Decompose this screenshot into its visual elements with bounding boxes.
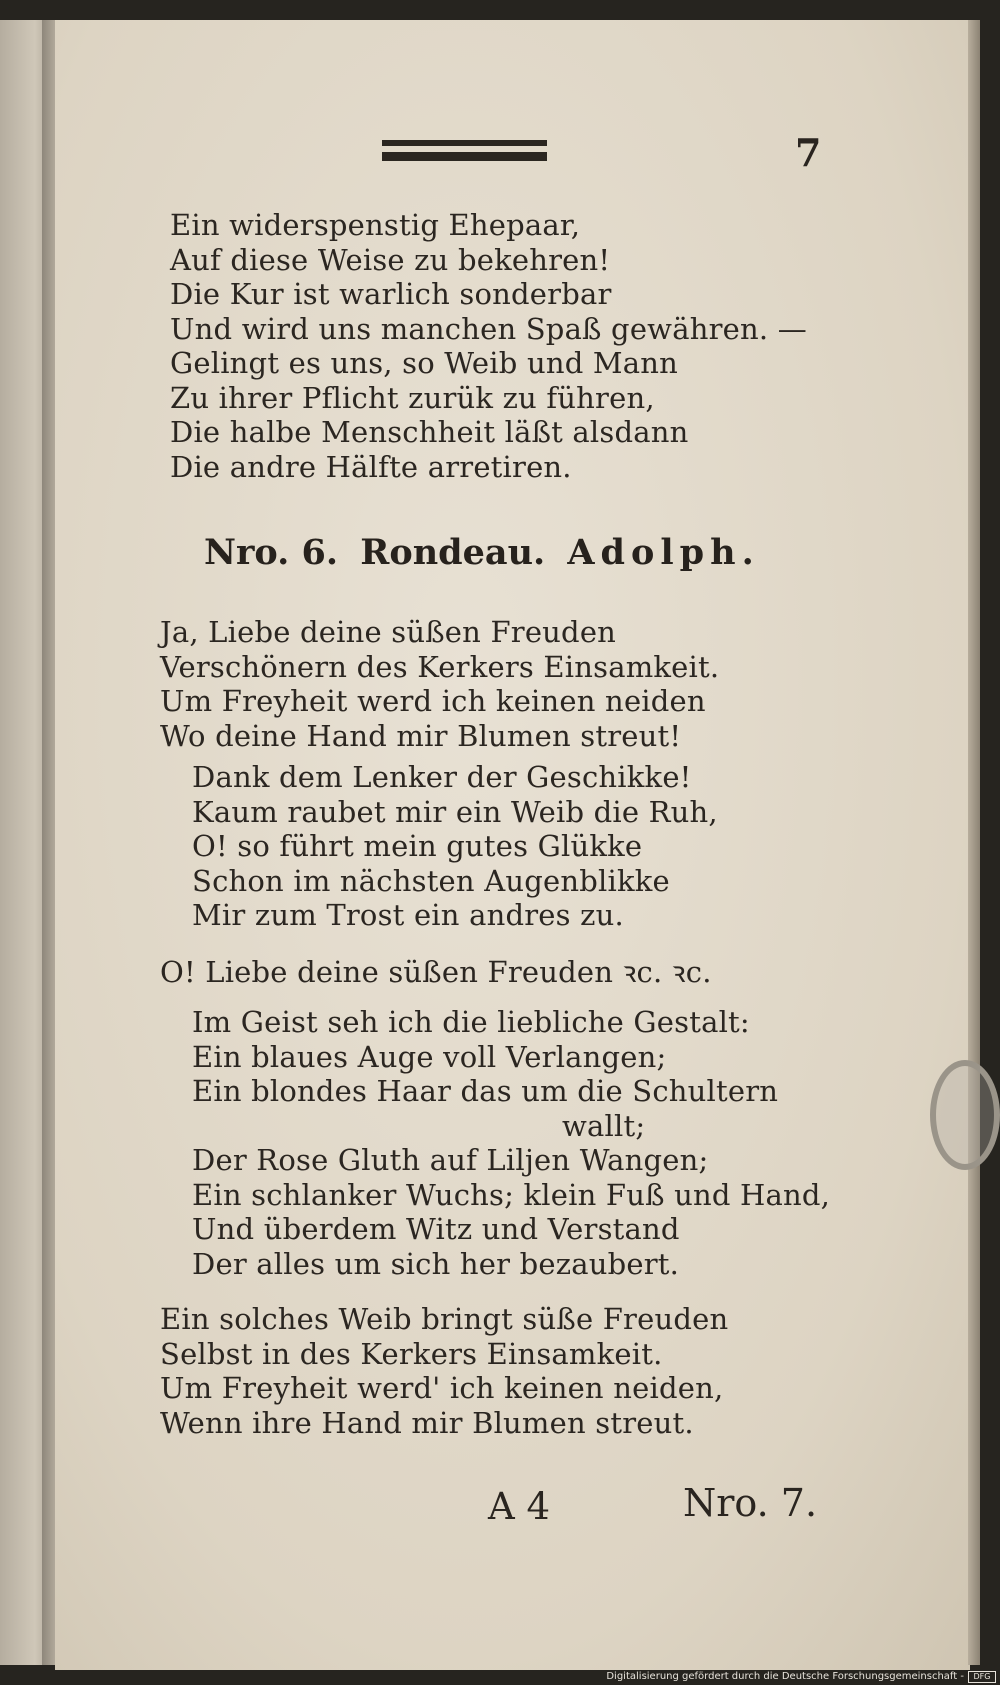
verse-line: Ein solches Weib bringt süße Freuden	[160, 1302, 729, 1336]
header-rule-bottom	[382, 152, 547, 161]
header-rule-top	[382, 140, 547, 146]
verse-line: Ein schlanker Wuchs; klein Fuß und Hand,	[192, 1177, 831, 1212]
verse-line: Um Freyheit werd' ich keinen neiden,	[160, 1371, 724, 1405]
verse-line: O! so führt mein gutes Glükke	[192, 829, 643, 863]
verse-line: Kaum raubet mir ein Weib die Ruh,	[192, 794, 718, 829]
verse-line: Der alles um sich her bezaubert.	[192, 1246, 680, 1281]
verse-line: Wenn ihre Hand mir Blumen streut.	[160, 1405, 694, 1440]
verse-line: Ein widerspenstig Ehepaar,	[170, 208, 581, 242]
verse-line: O! Liebe deine süßen Freuden ꝛc. ꝛc.	[160, 955, 712, 989]
verse-line: Auf diese Weise zu bekehren!	[170, 242, 611, 277]
verse-line: Und wird uns manchen Spaß gewähren. —	[170, 311, 807, 346]
verse-line-continuation: wallt;	[562, 1108, 646, 1143]
verse-line: Um Freyheit werd ich keinen neiden	[160, 684, 706, 718]
stanza-rondeau-1	[160, 615, 719, 753]
verse-line: Ja, Liebe deine süßen Freuden	[160, 615, 617, 649]
verse-line: Ein blondes Haar das um die Schultern	[192, 1074, 779, 1108]
stanza-opening	[170, 208, 807, 484]
verse-line: Und überdem Witz und Verstand	[192, 1212, 680, 1246]
credit-text: Digitalisierung gefördert durch die Deutsche Forschungsgemeinschaft -	[606, 1671, 964, 1682]
page-number: 7	[795, 130, 822, 175]
verse-line: Die halbe Menschheit läßt alsdann	[170, 415, 689, 449]
verse-line: Die Kur ist warlich sonderbar	[170, 277, 612, 311]
verse-line: Verschönern des Kerkers Einsamkeit.	[160, 649, 720, 684]
verse-line: Die andre Hälfte arretiren.	[170, 449, 572, 484]
verse-line: Selbst in des Kerkers Einsamkeit.	[160, 1336, 663, 1371]
verse-line: Wo deine Hand mir Blumen streut!	[160, 718, 682, 753]
verse-line: Zu ihrer Pflicht zurük zu führen,	[170, 380, 655, 415]
verse-line: Mir zum Trost ein andres zu.	[192, 898, 624, 932]
verse-line: Gelingt es uns, so Weib und Mann	[170, 346, 679, 380]
heading-form: Rondeau.	[360, 532, 546, 573]
catchword: Nro. 7.	[683, 1481, 818, 1525]
section-heading	[204, 532, 770, 573]
heading-number: Nro. 6.	[204, 532, 339, 573]
stanza-rondeau-4	[192, 1005, 830, 1281]
signature-mark: A 4	[488, 1485, 551, 1528]
stanza-rondeau-5	[160, 1302, 728, 1440]
verse-line: Der Rose Gluth auf Liljen Wangen;	[192, 1143, 709, 1177]
verse-line: Schon im nächsten Augenblikke	[192, 863, 670, 898]
verse-line: Ein blaues Auge voll Verlangen;	[192, 1039, 667, 1074]
stanza-rondeau-3	[160, 955, 712, 990]
stanza-rondeau-2	[192, 760, 718, 933]
dfg-logo-icon: DFG	[968, 1671, 996, 1683]
page-clip	[930, 1060, 1000, 1170]
heading-speaker: Adolph.	[567, 532, 760, 573]
credit-bar	[600, 1670, 1000, 1685]
right-page-edge	[968, 20, 980, 1665]
verse-line: Im Geist seh ich die liebliche Gestalt:	[192, 1005, 750, 1039]
verse-line: Dank dem Lenker der Geschikke!	[192, 760, 692, 794]
